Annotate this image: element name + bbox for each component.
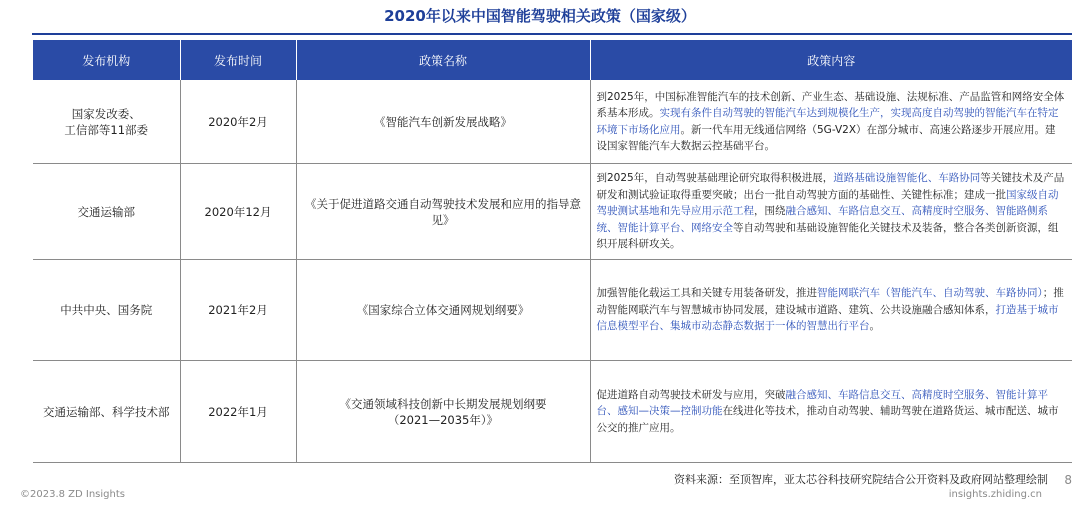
cell-policy-content xyxy=(590,361,1072,463)
content-text: 等自动驾驶和基础设施智能化关键技术及装备，整合各类创新资源，组织开展科研攻关。 xyxy=(596,221,1059,251)
cell-org-line: 交通运输部 xyxy=(77,204,135,219)
cell-policy-name xyxy=(296,164,590,260)
cell-org-line: 国家发改委、 xyxy=(71,106,141,121)
cell-org-line: 交通运输部、科学技术部 xyxy=(43,404,170,419)
cell-org-line: 中共中央、国务院 xyxy=(60,303,153,317)
cell-policy-name-line: 《国家综合立体交通网规划纲要》 xyxy=(356,303,530,317)
cell-org xyxy=(33,164,180,260)
table-row xyxy=(33,361,1072,463)
cell-policy-name xyxy=(296,361,590,463)
content-highlight: 智能网联汽车（智能汽车、自动驾驶、车路协同） xyxy=(817,287,1043,300)
content-highlight: 融合感知、车路信息交互、高精度时空服务、智能计算平台、感知—决策—控制功能 xyxy=(596,388,1048,418)
cell-policy-content xyxy=(590,164,1072,260)
page-title: 2020年以来中国智能驾驶相关政策（国家级） xyxy=(384,7,696,25)
policy-table xyxy=(33,40,1072,463)
content-text: 加强智能化载运工具和关键专用装备研发，推进 xyxy=(596,287,817,300)
content-text: 到2025年，中国标准智能汽车的技术创新、产业生态、基础设施、法规标准、产品监管和网络安全体系基本形成。 xyxy=(596,90,1065,119)
site-url: insights.zhiding.cn xyxy=(948,489,1042,500)
cell-policy-content xyxy=(590,260,1072,361)
title-divider xyxy=(32,33,1072,35)
cell-policy-name xyxy=(296,260,590,361)
content-text: 等关键技术及产品研发和测试验证取得重要突破；出台一批自动驾驶方面的基础性、关键性标准；建成一批 xyxy=(596,172,1065,201)
content-text: 在线进化等技术，推动自动驾驶、辅助驾驶在道路货运、城市配送、城市公交的推广应用。 xyxy=(596,405,1059,434)
cell-date xyxy=(180,260,296,361)
content-highlight: 国家级自动驾驶测试基地和先导应用示范工程 xyxy=(596,188,1059,218)
table-row xyxy=(33,260,1072,361)
content-highlight: 道路基础设施智能化、车路协同 xyxy=(833,172,981,185)
cell-org xyxy=(33,80,180,164)
content-text: 。 xyxy=(869,320,880,333)
cell-org-line: 工信部等11部委 xyxy=(64,122,149,137)
cell-policy-name xyxy=(296,80,590,164)
content-text: 到2025年，自动驾驶基础理论研究取得积极进展， xyxy=(596,172,834,185)
cell-date-line: 2020年12月 xyxy=(204,204,272,219)
table-row xyxy=(33,164,1072,260)
header-date: 发布时间 xyxy=(180,40,296,80)
copyright: ©2023.8 ZD Insights xyxy=(20,489,125,500)
content-text: ，围绕 xyxy=(754,205,786,218)
cell-policy-name-line: 《智能汽车创新发展战略》 xyxy=(374,114,512,129)
header-name: 政策名称 xyxy=(296,40,590,80)
cell-policy-content xyxy=(590,80,1072,164)
content-text: 。新一代车用无线通信网络（5G-V2X）在部分城市、高速公路逐步开展应用。建设国家智能汽车大数据云控基础平台。 xyxy=(596,123,1056,152)
page-number: 8 xyxy=(1064,473,1072,487)
cell-org xyxy=(33,361,180,463)
cell-policy-name-line: （2021—2035年）》 xyxy=(387,412,499,427)
content-highlight: 实现有条件自动驾驶的智能汽车达到规模化生产，实现高度自动驾驶的智能汽车在特定环境下市场化应用 xyxy=(596,107,1059,136)
source-note: 资料来源：至顶智库，亚太芯谷科技研究院结合公开资料及政府网站整理绘制 xyxy=(674,473,1048,486)
cell-date-line: 2020年2月 xyxy=(208,114,268,129)
content-highlight: 打造基于城市信息模型平台、集城市动态静态数据于一体的智慧出行平台 xyxy=(596,303,1059,333)
cell-policy-name-line: 《交通领域科技创新中长期发展规划纲要 xyxy=(339,396,547,411)
cell-policy-name-line: 《关于促进道路交通自动驾驶技术发展和应用的指导意见》 xyxy=(305,196,581,227)
cell-date xyxy=(180,164,296,260)
cell-date-line: 2022年1月 xyxy=(208,404,268,419)
cell-date-line: 2021年2月 xyxy=(208,303,268,317)
content-highlight: 融合感知、车路信息交互、高精度时空服务、智能路侧系统、智能计算平台、网络安全 xyxy=(596,205,1048,234)
cell-date xyxy=(180,361,296,463)
cell-org xyxy=(33,260,180,361)
content-text: 促进道路自动驾驶技术研发与应用，突破 xyxy=(596,388,786,401)
table-header-row xyxy=(33,40,1072,80)
cell-date xyxy=(180,80,296,164)
content-text: ；推动智能网联汽车与智慧城市协同发展，建设城市道路、建筑、公共设施融合感知体系， xyxy=(596,287,1064,316)
header-content: 政策内容 xyxy=(590,40,1072,80)
header-org: 发布机构 xyxy=(33,40,180,80)
table-row xyxy=(33,80,1072,164)
